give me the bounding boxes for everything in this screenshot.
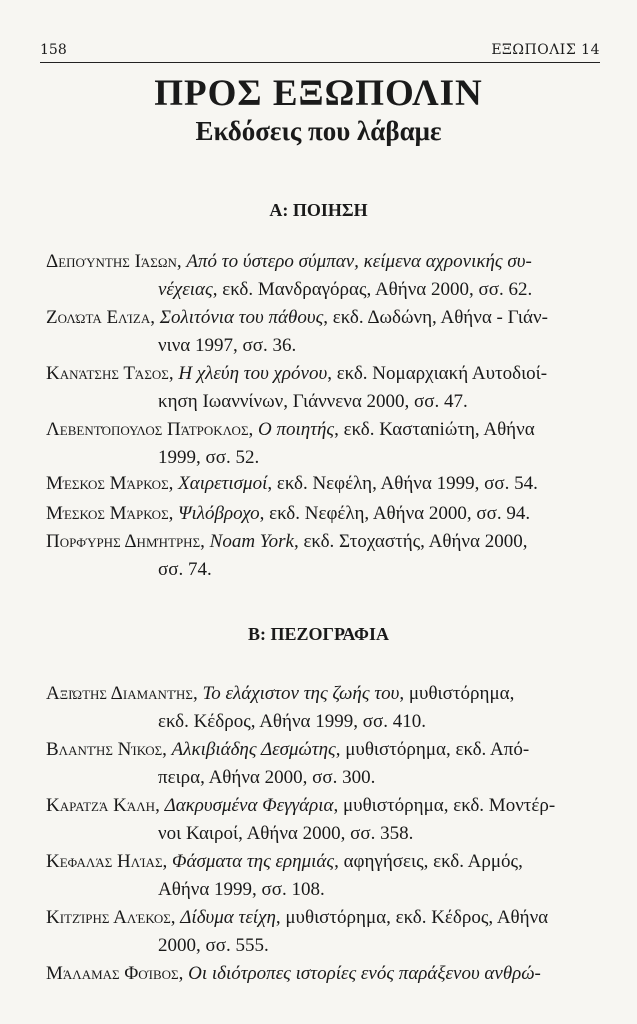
list-item: Λεβεντόπουλος Πάτροκλος, Ο ποιητής, εκδ. Κασταniώτη, Αθήνα 1999, σσ. 52. xyxy=(46,419,535,468)
entry-author: Δεπούντης Ιάσων xyxy=(46,251,177,272)
entry-details-continued: 1999, σσ. 52. xyxy=(158,447,260,468)
list-item: Βλαντής Νίκος, Αλκιβιάδης Δεσμώτης, μυθιστόρημα, εκδ. Από- πειρα, Αθήνα 2000, σσ. 300. xyxy=(46,739,530,788)
section-heading-prose: Β: ΠΕΖΟΓΡΑΦΙΑ xyxy=(248,624,389,644)
entry-details: , αφηγήσεις, εκδ. Αρμός, xyxy=(334,851,523,872)
list-item: Κανάτσης Τάσος, Η χλεύη του χρόνου, εκδ. Νομαρχιακή Αυτοδιοί- κηση Ιωαννίνων, Γιάννενα 2000, σσ. 47. xyxy=(46,363,548,412)
entry-title: Ο ποιητής xyxy=(258,419,335,440)
list-item: Μέσκος Μάρκος, Ψιλόβροχο, εκδ. Νεφέλη, Αθήνα 2000, σσ. 94. xyxy=(46,503,531,524)
entry-details: , εκδ. Νομαρχιακή Αυτοδιοί- xyxy=(327,363,548,384)
entry-author: Πορφύρης Δημήτρης xyxy=(46,531,201,552)
entry-details-continued: εκδ. Κέδρος, Αθήνα 1999, σσ. 410. xyxy=(158,711,426,732)
entry-author: Μέσκος Μάρκος xyxy=(46,503,169,524)
list-item: Δεπούντης Ιάσων, Από το ύστερο σύμπαν, κείμενα αχρονικής συ- νέχειας, εκδ. Μανδραγόρας, Αθήνα 2000, σσ. 62. xyxy=(46,251,533,300)
entry-title: Σολιτόνια του πάθους xyxy=(159,307,324,328)
entry-details: , εκδ. Νεφέλη, Αθήνα 2000, σσ. 94. xyxy=(259,503,531,524)
list-item: Κεφαλάς Ηλίας, Φάσματα της ερημιάς, αφηγήσεις, εκδ. Αρμός, Αθήνα 1999, σσ. 108. xyxy=(46,851,523,900)
entry-details: , μυθιστόρημα, xyxy=(399,683,515,704)
entry-details: , εκδ. Στοχαστής, Αθήνα 2000, xyxy=(293,531,528,552)
entry-title-continued: νέχειας xyxy=(158,279,213,300)
entry-title: Χαιρετισμοί xyxy=(178,473,268,494)
list-item: Πορφύρης Δημήτρης, Noam York, εκδ. Στοχαστής, Αθήνα 2000, σσ. 74. xyxy=(46,531,528,580)
page-subtitle: Εκδόσεις που λάβαμε xyxy=(195,116,442,146)
entry-title: Η χλεύη του χρόνου xyxy=(178,363,328,384)
entry-details: , μυθιστόρημα, εκδ. Από- xyxy=(335,739,530,760)
list-item: Ζολώτα Ελίζα, Σολιτόνια του πάθους, εκδ. Δωδώνη, Αθήνα - Γιάν- νινα 1997, σσ. 36. xyxy=(46,307,548,356)
entry-title: Δίδυμα τείχη xyxy=(180,907,276,928)
entry-details-continued: 2000, σσ. 555. xyxy=(158,935,269,956)
entry-details: , εκδ. Νεφέλη, Αθήνα 1999, σσ. 54. xyxy=(267,473,538,494)
entry-details-continued: σσ. 74. xyxy=(158,559,212,580)
entry-details: , μυθιστόρημα, εκδ. Μοντέρ- xyxy=(333,795,556,816)
entry-details: , μυθιστόρημα, εκδ. Κέδρος, Αθήνα xyxy=(275,907,549,928)
list-item: Καρατζά Κάλη, Δακρυσμένα Φεγγάρια, μυθιστόρημα, εκδ. Μοντέρ- νοι Καιροί, Αθήνα 2000, σσ. 358. xyxy=(46,795,556,844)
entry-author: Λεβεντόπουλος Πάτροκλος xyxy=(46,419,249,440)
entry-details-continued: νινα 1997, σσ. 36. xyxy=(158,335,297,356)
entry-author: Καρατζά Κάλη xyxy=(46,795,156,816)
section-heading-poetry: Α: ΠΟΙΗΣΗ xyxy=(269,200,368,220)
entry-details-continued: πειρα, Αθήνα 2000, σσ. 300. xyxy=(158,767,376,788)
entry-title: Από το ύστερο σύμπαν, κείμενα αχρονικής συ- xyxy=(186,251,532,272)
entry-title: Δακρυσμένα Φεγγάρια xyxy=(164,795,334,816)
entry-title: Αλκιβιάδης Δεσμώτης xyxy=(171,739,336,760)
entry-author: Βλαντής Νίκος xyxy=(46,739,163,760)
entry-author: Αξιώτης Διαμαντής xyxy=(46,683,193,704)
list-item: Αξιώτης Διαμαντής, Το ελάχιστον της ζωής του, μυθιστόρημα, εκδ. Κέδρος, Αθήνα 1999, σσ. 410. xyxy=(46,683,515,732)
page-title: ΠΡΟΣ ΕΞΩΠΟΛΙΝ xyxy=(154,73,483,114)
page-number: 158 xyxy=(40,42,67,58)
list-item: Κιτζίρης Αλέκος, Δίδυμα τείχη, μυθιστόρημα, εκδ. Κέδρος, Αθήνα 2000, σσ. 555. xyxy=(46,907,549,956)
entry-details: , εκδ. Μανδραγόρας, Αθήνα 2000, σσ. 62. xyxy=(212,279,533,300)
entry-details: , εκδ. Κασταniώτη, Αθήνα xyxy=(334,419,535,440)
entry-author: Μάλαμας Φοίβος xyxy=(46,963,179,984)
entry-details: , εκδ. Δωδώνη, Αθήνα - Γιάν- xyxy=(323,307,548,328)
entry-title: Ψιλόβροχο xyxy=(178,503,260,524)
entry-author: Κεφαλάς Ηλίας xyxy=(46,851,163,872)
entry-author: Ζολώτα Ελίζα xyxy=(46,307,151,328)
entry-author: Κιτζίρης Αλέκος xyxy=(46,907,171,928)
entry-details-continued: κηση Ιωαννίνων, Γιάννενα 2000, σσ. 47. xyxy=(158,391,468,412)
entry-title: Οι ιδιότροπες ιστορίες ενός παράξενου ανθρώ- xyxy=(188,963,541,984)
journal-issue: ΕΞΩΠΟΛΙΣ 14 xyxy=(491,42,600,58)
entry-title: Το ελάχιστον της ζωής του xyxy=(202,683,400,704)
running-header xyxy=(40,40,600,63)
entry-author: Κανάτσης Τάσος xyxy=(46,363,169,384)
entry-details-continued: Αθήνα 1999, σσ. 108. xyxy=(158,879,325,900)
list-item: Μέσκος Μάρκος, Χαιρετισμοί, εκδ. Νεφέλη, Αθήνα 1999, σσ. 54. xyxy=(46,473,538,494)
entry-details-continued: νοι Καιροί, Αθήνα 2000, σσ. 358. xyxy=(158,823,414,844)
entry-title: Noam York xyxy=(209,531,294,552)
list-item: Μάλαμας Φοίβος, Οι ιδιότροπες ιστορίες ενός παράξενου ανθρώ- xyxy=(46,963,541,984)
entry-author: Μέσκος Μάρκος xyxy=(46,473,169,494)
entry-title: Φάσματα της ερημιάς xyxy=(172,851,335,872)
